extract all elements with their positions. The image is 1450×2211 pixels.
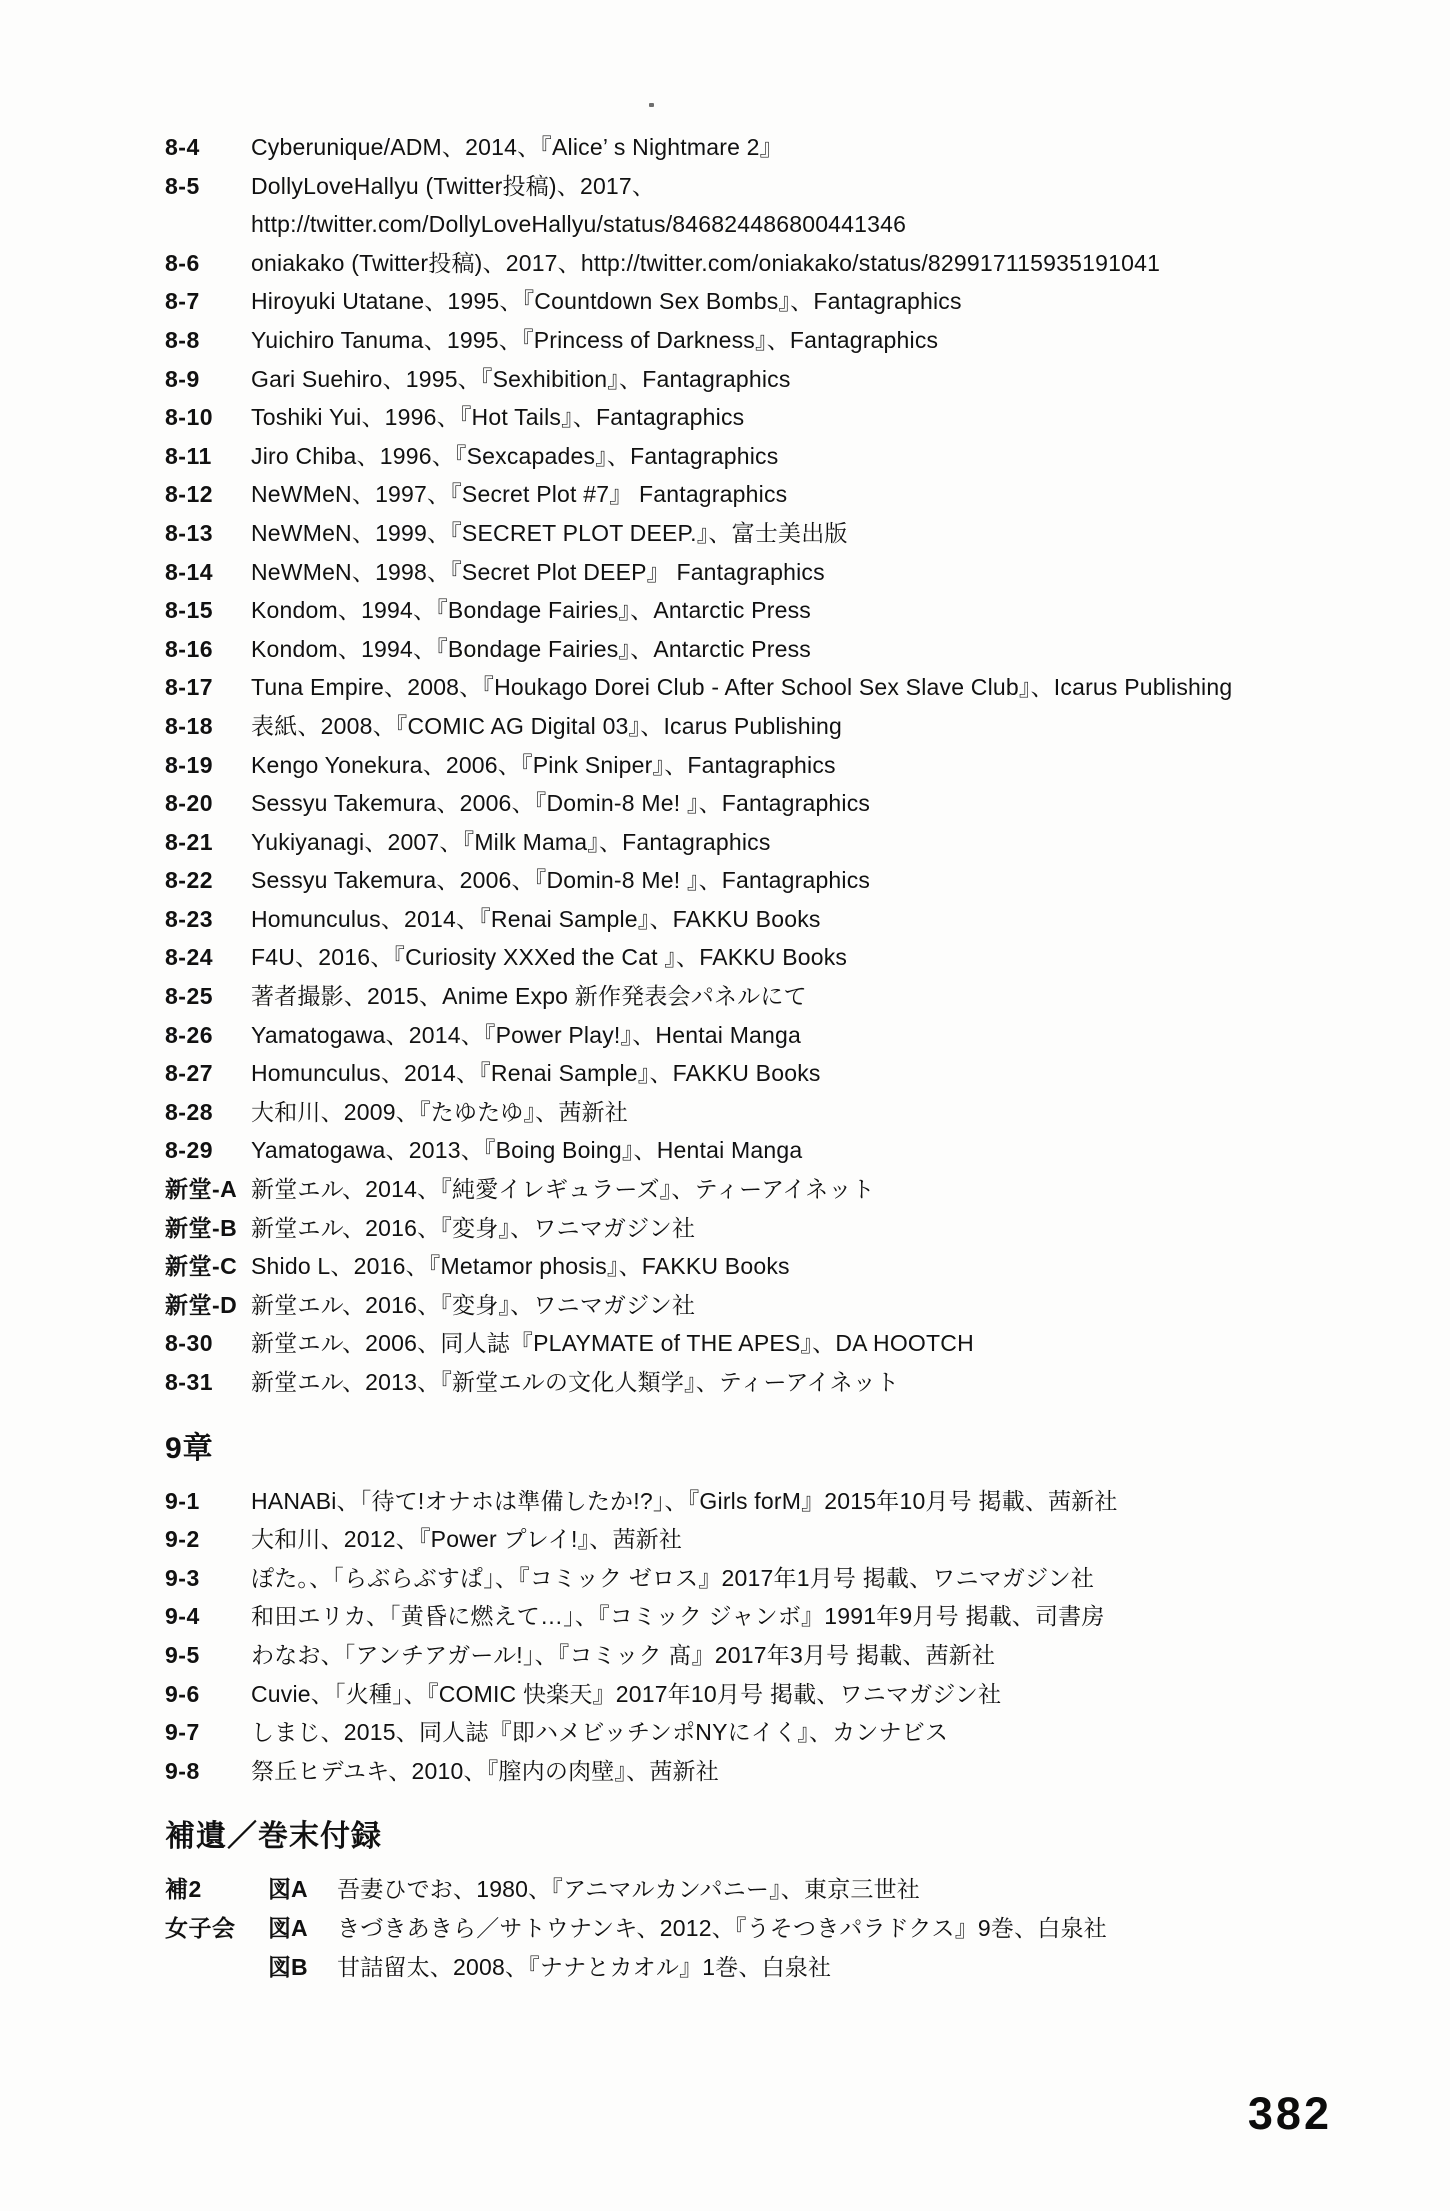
entry-label: 9-1 <box>165 1487 200 1514</box>
entry-row <box>165 1870 1405 1909</box>
entry-text: Gari Suehiro、1995、『Sexhibition』、Fantagraphics <box>251 365 791 392</box>
entry-text: Cuvie、「火種」、『COMIC 快楽天』2017年10月号 掲載、ワニマガジン社 <box>251 1680 1002 1707</box>
entry-label: 8-25 <box>165 983 214 1010</box>
entry-text: Yukiyanagi、2007、『Milk Mama』、Fantagraphics <box>251 828 771 855</box>
entry-label: 新堂-A <box>165 1176 238 1203</box>
entry-text: ぽた。、「らぶらぶすぱ」、『コミック ゼロス』2017年1月号 掲載、ワニマガジン社 <box>251 1564 1095 1591</box>
entry-label: 9-4 <box>165 1603 200 1630</box>
entry-row <box>165 1636 1405 1675</box>
entry-text: 新堂エル、2013、『新堂エルの文化人類学』、ティーアイネット <box>251 1369 900 1395</box>
entry-label: 8-11 <box>165 442 212 469</box>
entry-row <box>165 1324 1405 1363</box>
entry-label: 8-29 <box>165 1137 214 1164</box>
entry-figure-label: 図A <box>268 1876 308 1903</box>
entry-row <box>165 1286 1405 1325</box>
entry-label: 8-6 <box>165 249 200 276</box>
entry-text: 著者撮影、2015、Anime Expo 新作発表会パネルにて <box>251 983 807 1010</box>
entry-label: 9-7 <box>165 1719 200 1746</box>
entry-row <box>165 1752 1405 1791</box>
entry-text: Cyberunique/ADM、2014、『Alice’ s Nightmare 2』 <box>251 134 783 160</box>
entry-label: 8-9 <box>165 365 200 392</box>
entry-label: 8-10 <box>165 404 214 431</box>
entry-row <box>165 668 1405 707</box>
entry-row <box>165 1520 1405 1559</box>
entry-label: 8-13 <box>165 519 214 546</box>
entry-row <box>165 360 1405 399</box>
entry-text: 大和川、2012、『Power プレイ!』、茜新社 <box>251 1526 683 1553</box>
entry-row <box>165 128 1405 167</box>
entry-row <box>165 1948 1405 1987</box>
entry-label: 8-14 <box>165 558 214 585</box>
entry-text: Homunculus、2014、『Renai Sample』、FAKKU Books <box>251 905 821 932</box>
entry-row <box>165 823 1405 862</box>
entry-text: Sessyu Takemura、2006、『Domin-8 Me! 』、Fantagraphics <box>251 867 871 894</box>
entry-label: 9-5 <box>165 1641 200 1668</box>
entry-text: Kengo Yonekura、2006、『Pink Sniper』、Fantagraphics <box>251 751 836 778</box>
entry-row <box>165 553 1405 592</box>
entry-continuation-text: http://twitter.com/DollyLoveHallyu/status/846824486800441346 <box>251 211 907 238</box>
entry-label: 女子会 <box>165 1914 236 1941</box>
entry-text: 祭丘ヒデユキ、2010、『膣内の肉壁』、茜新社 <box>251 1757 719 1784</box>
entry-label: 8-12 <box>165 481 214 508</box>
entry-text: F4U、2016、『Curiosity XXXed the Cat 』、FAKKU Books <box>251 944 848 971</box>
entry-label: 8-21 <box>165 828 214 855</box>
entry-text: 大和川、2009、『たゆたゆ』、茜新社 <box>251 1098 628 1125</box>
scan-artifact-dot <box>649 103 654 107</box>
entry-figure-label: 図B <box>268 1953 308 1980</box>
entry-text: Kondom、1994、『Bondage Fairies』、Antarctic Press <box>251 635 811 662</box>
entry-text: NeWMeN、1999、『SECRET PLOT DEEP.』、富士美出版 <box>251 519 848 546</box>
page-number: 382 <box>1247 2088 1332 2139</box>
entry-row <box>165 784 1405 823</box>
entry-text: Hiroyuki Utatane、1995、『Countdown Sex Bombs』、Fantagraphics <box>251 288 962 315</box>
section-chapter9 <box>165 1429 1405 1791</box>
entry-row <box>165 746 1405 785</box>
entry-row <box>165 475 1405 514</box>
entry-row <box>165 977 1405 1016</box>
entry-row <box>165 321 1405 360</box>
entry-row <box>165 1247 1405 1286</box>
entry-text: わなお、「アンチアガール!」、『コミック 髙』2017年3月号 掲載、茜新社 <box>251 1641 996 1668</box>
entry-label: 9-2 <box>165 1526 200 1553</box>
entry-text: 新堂エル、2016、『変身』、ワニマガジン社 <box>251 1214 696 1241</box>
entry-label: 8-27 <box>165 1060 214 1087</box>
entry-text: Tuna Empire、2008、『Houkago Dorei Club - After School Sex Slave Club』、Icarus Publishing <box>251 674 1233 701</box>
entry-text: Yuichiro Tanuma、1995、『Princess of Darkness』、Fantagraphics <box>251 326 939 353</box>
entry-text: 表紙、2008、『COMIC AG Digital 03』、Icarus Publishing <box>251 712 843 739</box>
entry-text: 新堂エル、2016、『変身』、ワニマガジン社 <box>251 1291 696 1318</box>
entry-label: 8-31 <box>165 1369 214 1395</box>
entry-text: HANABi、「待て!オナホは準備したか!?」、『Girls forM』2015年10月号 掲載、茜新社 <box>251 1487 1118 1514</box>
entry-row <box>165 591 1405 630</box>
entry-text: NeWMeN、1998、『Secret Plot DEEP』 Fantagraphics <box>251 558 825 585</box>
entry-row <box>165 861 1405 900</box>
entry-label: 8-19 <box>165 751 214 778</box>
entry-text: 新堂エル、2006、同人誌『PLAYMATE of THE APES』、DA HOOTCH <box>251 1330 974 1357</box>
entry-text: しまじ、2015、同人誌『即ハメビッチンポNYにイく』、カンナビス <box>251 1719 949 1746</box>
entry-label: 8-15 <box>165 597 214 624</box>
entry-label: 8-17 <box>165 674 214 701</box>
entry-label: 8-5 <box>165 172 200 199</box>
entry-text: Sessyu Takemura、2006、『Domin-8 Me! 』、Fantagraphics <box>251 790 871 817</box>
entry-row <box>165 437 1405 476</box>
entry-text: NeWMeN、1997、『Secret Plot #7』 Fantagraphics <box>251 481 788 508</box>
entry-row <box>165 1363 1405 1402</box>
entry-row <box>165 1054 1405 1093</box>
entry-row <box>165 398 1405 437</box>
entry-text: Kondom、1994、『Bondage Fairies』、Antarctic Press <box>251 597 811 624</box>
entry-row <box>165 514 1405 553</box>
section-chapter8 <box>165 128 1405 1402</box>
entry-label: 8-16 <box>165 635 214 662</box>
entry-text: Yamatogawa、2013、『Boing Boing』、Hentai Manga <box>251 1137 803 1164</box>
entry-row <box>165 1559 1405 1598</box>
entry-row <box>165 1093 1405 1132</box>
entry-label: 8-28 <box>165 1098 214 1125</box>
entry-text: 新堂エル、2014、『純愛イレギュラーズ』、ティーアイネット <box>251 1176 875 1203</box>
entry-text: Homunculus、2014、『Renai Sample』、FAKKU Books <box>251 1060 821 1087</box>
entry-row <box>165 1016 1405 1055</box>
entry-row <box>165 167 1405 206</box>
entry-text: 吾妻ひでお、1980、『アニマルカンパニー』、東京三世社 <box>337 1876 921 1903</box>
entry-row <box>165 707 1405 746</box>
section-heading: 補遺／巻末付録 <box>165 1820 382 1854</box>
entry-continuation-row <box>165 205 1405 244</box>
section-heading: 9章 <box>165 1431 214 1465</box>
entry-row <box>165 1170 1405 1209</box>
entry-text: Jiro Chiba、1996、『Sexcapades』、Fantagraphics <box>251 442 779 469</box>
entry-row <box>165 244 1405 283</box>
entry-label: 8-18 <box>165 712 214 739</box>
entry-row <box>165 1209 1405 1248</box>
entry-row <box>165 938 1405 977</box>
entry-label: 新堂-B <box>165 1214 238 1241</box>
entry-label: 新堂-C <box>165 1253 238 1280</box>
entry-label: 補2 <box>165 1876 202 1903</box>
entry-text: Toshiki Yui、1996、『Hot Tails』、Fantagraphics <box>251 404 745 431</box>
entry-text: きづきあきら／サトウナンキ、2012、『うそつきパラドクス』9巻、白泉社 <box>337 1914 1107 1941</box>
entry-text: 甘詰留太、2008、『ナナとカオル』1巻、白泉社 <box>337 1953 832 1980</box>
entry-row <box>165 900 1405 939</box>
section-appendix <box>165 1817 1405 1986</box>
entry-label: 8-8 <box>165 326 200 353</box>
entry-text: Yamatogawa、2014、『Power Play!』、Hentai Manga <box>251 1021 802 1048</box>
entry-label: 8-26 <box>165 1021 214 1048</box>
entry-text: 和田エリカ、「黄昏に燃えて…」、『コミック ジャンボ』1991年9月号 掲載、司書房 <box>251 1603 1105 1630</box>
entry-row <box>165 1909 1405 1948</box>
entry-label: 9-6 <box>165 1680 200 1707</box>
reference-list <box>165 128 1405 1986</box>
entry-label: 8-4 <box>165 134 200 160</box>
entry-label: 8-22 <box>165 867 214 894</box>
entry-label: 9-8 <box>165 1757 200 1784</box>
entry-label: 8-24 <box>165 944 214 971</box>
entry-row <box>165 1597 1405 1636</box>
entry-row <box>165 282 1405 321</box>
entry-label: 9-3 <box>165 1564 200 1591</box>
entry-label: 8-20 <box>165 790 214 817</box>
entry-text: oniakako (Twitter投稿)、2017、http://twitter.com/oniakako/status/829917115935191041 <box>251 249 1161 276</box>
entry-row <box>165 1482 1405 1521</box>
entry-label: 8-23 <box>165 905 214 932</box>
entry-row <box>165 630 1405 669</box>
entry-label: 新堂-D <box>165 1291 238 1318</box>
entry-row <box>165 1675 1405 1714</box>
entry-label: 8-7 <box>165 288 200 315</box>
entry-figure-label: 図A <box>268 1914 308 1941</box>
entry-row <box>165 1713 1405 1752</box>
entry-text: Shido L、2016、『Metamor phosis』、FAKKU Books <box>251 1253 790 1280</box>
entry-label: 8-30 <box>165 1330 214 1357</box>
entry-row <box>165 1131 1405 1170</box>
entry-text: DollyLoveHallyu (Twitter投稿)、2017、 <box>251 172 656 199</box>
